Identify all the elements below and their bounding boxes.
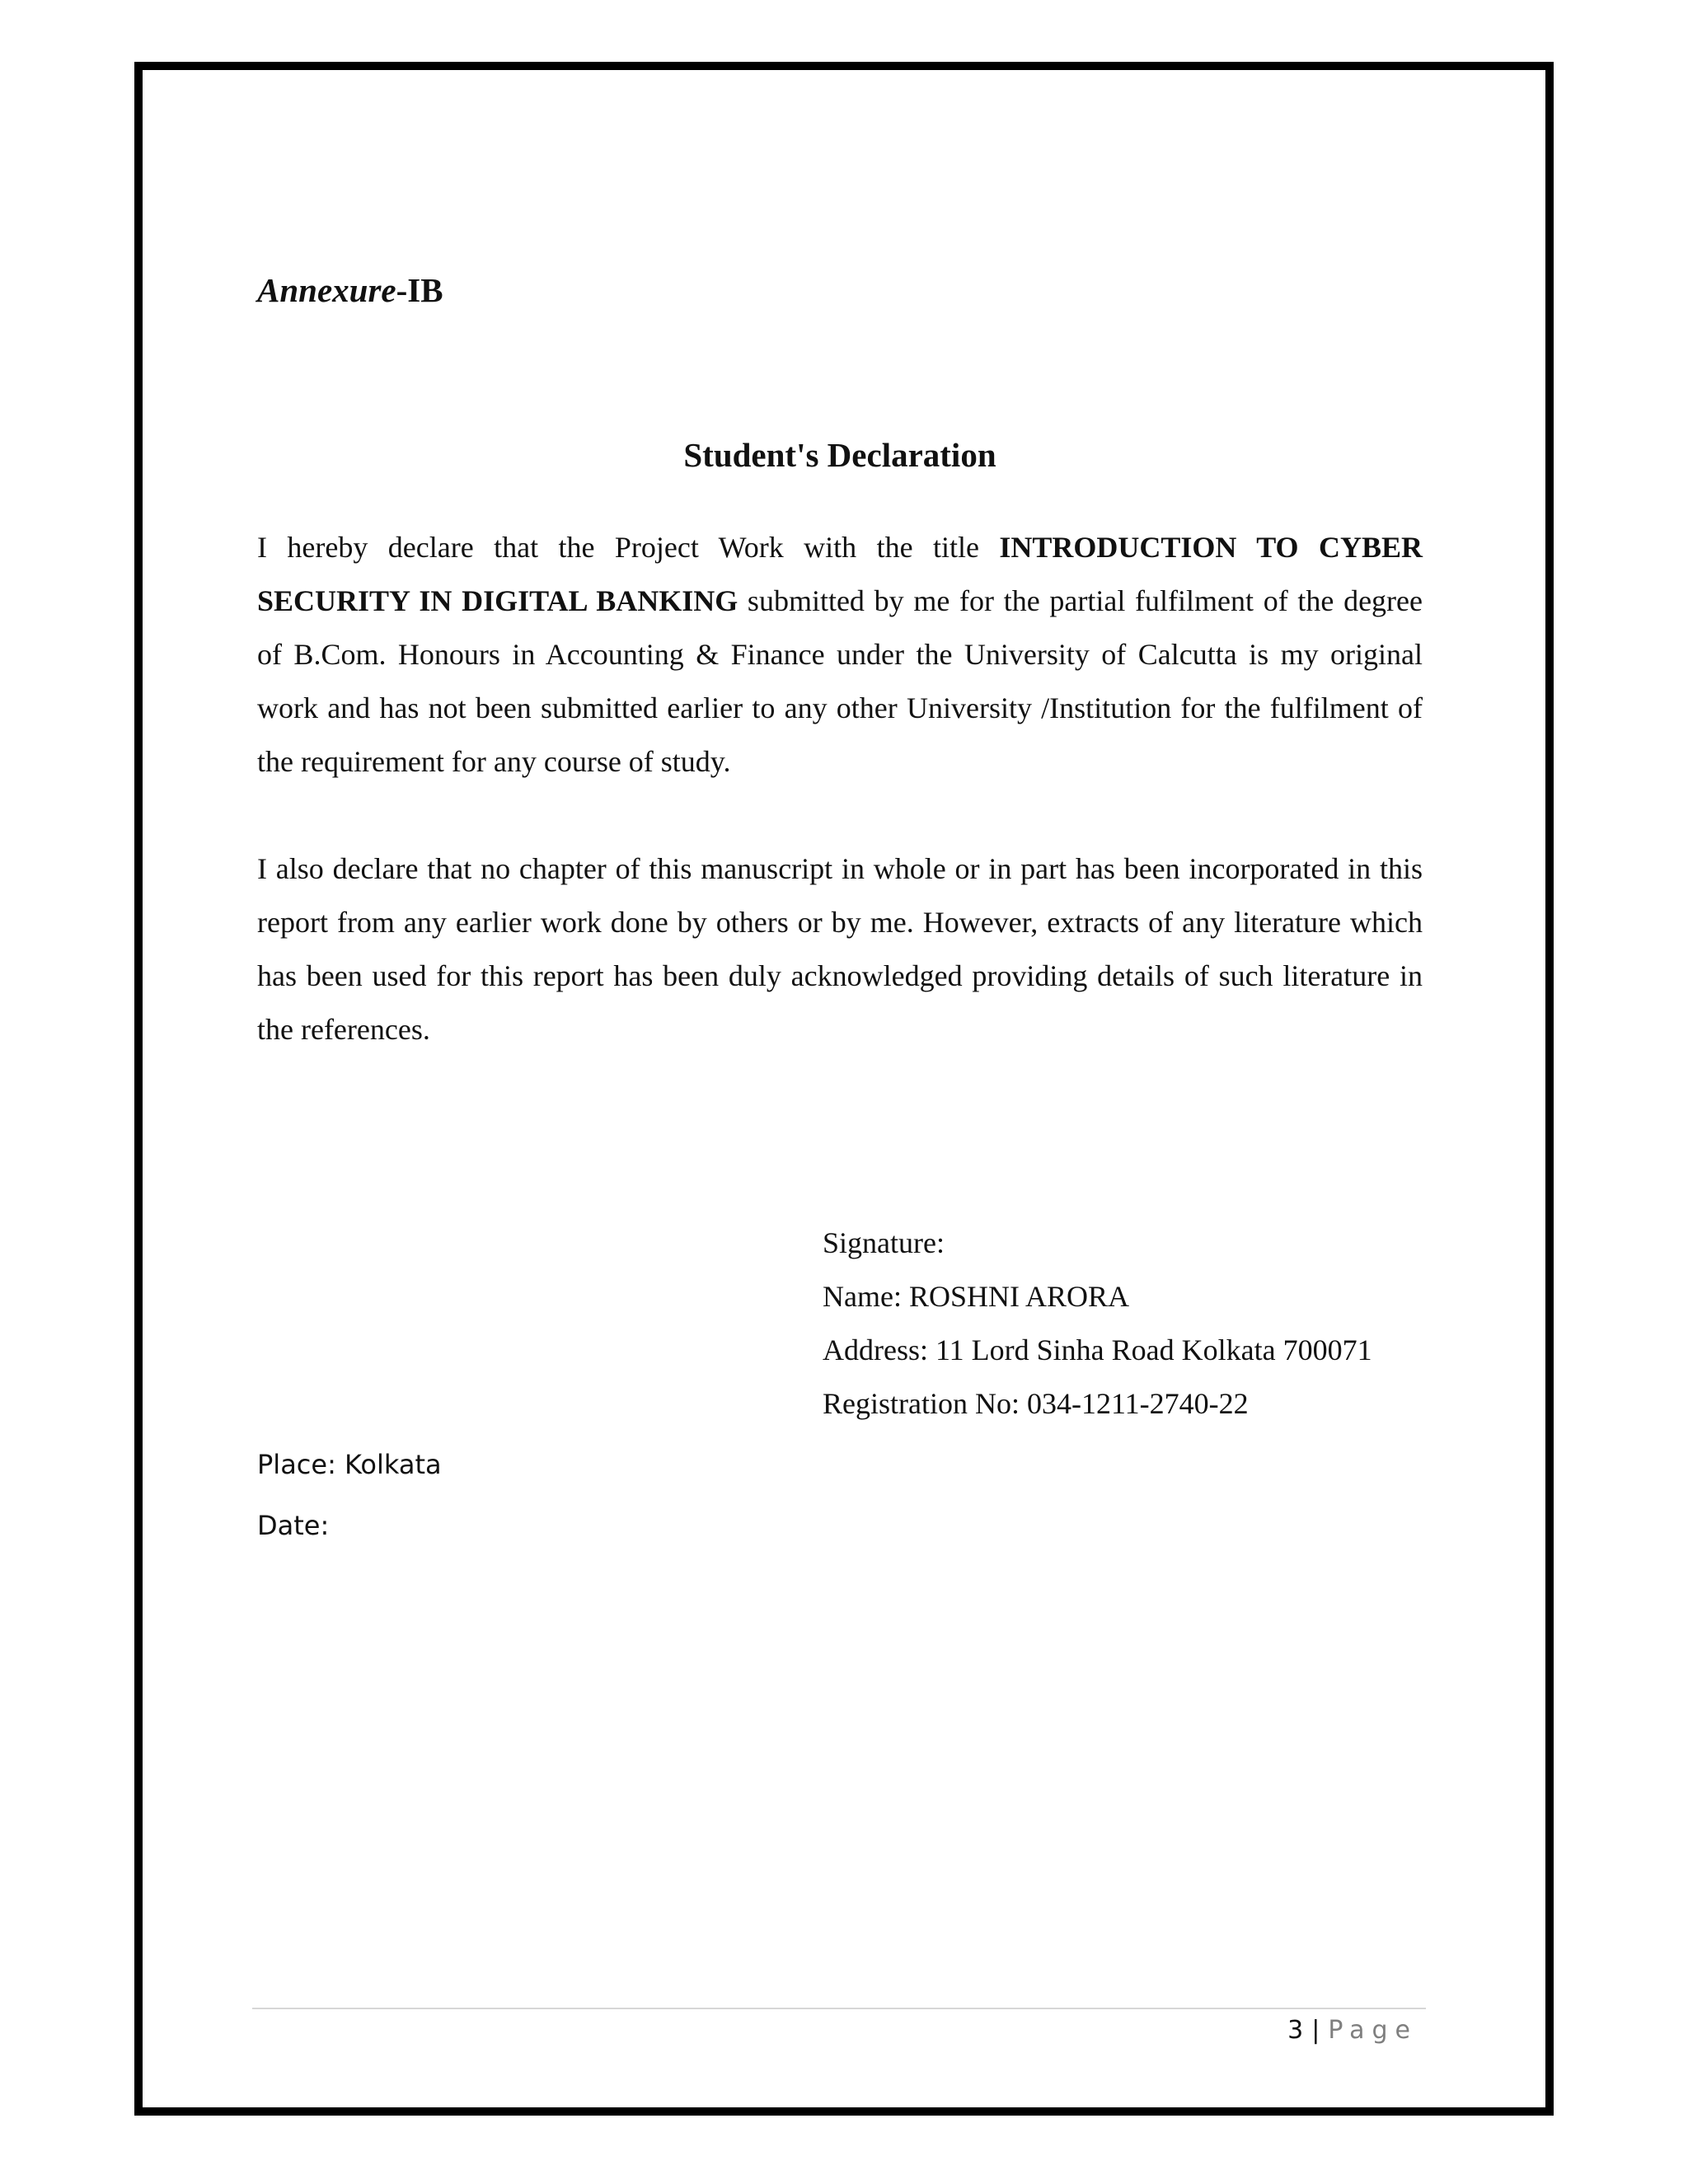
registration-number: Registration No: 034-1211-2740-22 — [823, 1387, 1249, 1420]
declaration-paragraph-2: I also declare that no chapter of this manuscript in whole or in part has been incorporated in this report from any earlier work done by others or by me. However, extracts of any literature which has been used for this report has been duly acknowledged providing details of such literature in the references. — [257, 852, 1423, 1046]
annexure-suffix: -IB — [396, 271, 443, 309]
signature-label: Signature: — [823, 1226, 945, 1259]
date-label: Date: — [257, 1510, 330, 1541]
declaration-paragraph-1 — [257, 521, 1423, 789]
footer-divider — [252, 2008, 1426, 2009]
paragraph1-after: submitted by me for the partial fulfilment of the degree of B.Com. Honours in Accounting & Finance under the University of Calcutta is my original work and has not been submitted earlier to any other University /Institution for the fulfilment of the requirement for any course of study. — [257, 584, 1423, 778]
footer-separator: | — [1311, 2016, 1320, 2045]
page-word: Page — [1328, 2016, 1418, 2045]
student-name: Name: ROSHNI ARORA — [823, 1280, 1130, 1313]
page-footer — [1287, 2011, 1418, 2050]
paragraph1-before: I hereby declare that the Project Work with the title — [257, 531, 1000, 564]
page-title: Student's Declaration — [683, 436, 996, 474]
page-border — [134, 62, 1554, 2116]
project-title: INTRODUCTION TO CYBER SECURITY IN DIGITAL BANKING — [257, 531, 1423, 617]
annexure-label — [257, 265, 443, 315]
place-label: Place: Kolkata — [257, 1449, 442, 1480]
place-date-block — [257, 1434, 442, 1556]
annexure-italic: Annexure — [257, 271, 396, 309]
student-address: Address: 11 Lord Sinha Road Kolkata 700071 — [823, 1333, 1372, 1366]
page-number: 3 — [1287, 2016, 1304, 2045]
signature-block — [823, 1216, 1372, 1431]
